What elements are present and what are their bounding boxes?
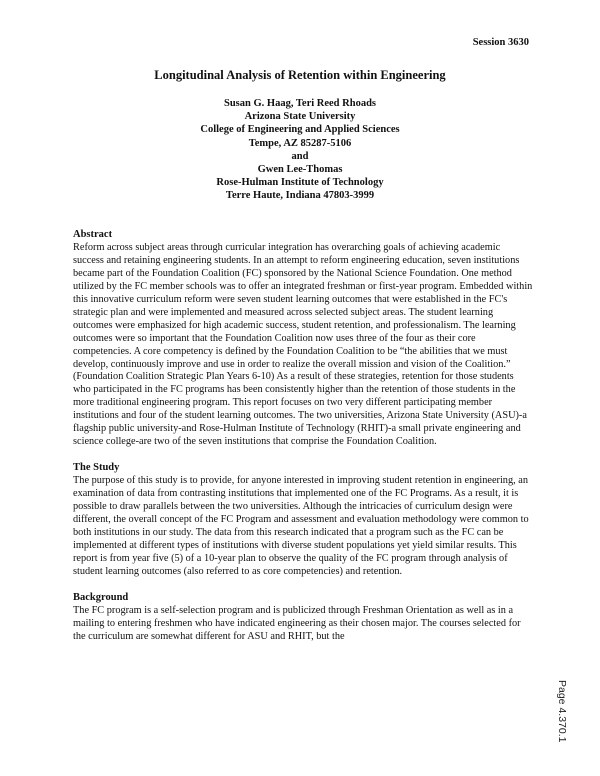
section-paragraph: Reform across subject areas through curricular integration has overarching goals of achieving academic success and retaining engineering students. In an attempt to reform engineering education, seven institutions became part of the Foundation Coalition (FC) sponsored by the National Science Foundation. One method utilized by the FC member schools was to offer an integrated freshman or first-year program. Embedded within this innovative curriculum reform were seven student learning outcomes that were established in the FC's strategic plan and were implemented and measured across selected subject areas. The student learning outcomes were emphasized for high academic success, student retention, and professionalism. The learning outcomes were so important that the Foundation Coalition now uses three of the four as their core competencies. A core competency is defined by the Foundation Coalition to be “the abilities that we must develop, continuously improve and use in order to realize the overall mission and vision of the Coalition.” (Foundation Coalition Strategic Plan Years 6-10) As a result of these strategies, retention for those students who participated in the FC programs has been consistently higher than the retention of those students in the more traditional engineering program. This report focuses on two very different participating member institutions and four of the student learning outcomes. The two universities, Arizona State University (ASU)-a flagship public university-and Rose-Hulman Institute of Technology (RHIT)-a small private engineering and science college-are two of the seven institutions that comprise the Foundation Coalition. — [73, 241, 533, 448]
section-abstract — [73, 229, 533, 449]
paper-title: Longitudinal Analysis of Retention within Engineering — [154, 68, 446, 82]
section-heading: Background — [73, 591, 129, 603]
author-line: Rose-Hulman Institute of Technology — [216, 177, 384, 189]
session-label: Session 3630 — [472, 37, 529, 48]
author-line: Tempe, AZ 85287-5106 — [248, 137, 352, 149]
section-heading: Abstract — [73, 229, 113, 240]
section-background — [73, 592, 533, 644]
author-line: Susan G. Haag, Teri Reed Rhoads — [224, 98, 376, 109]
author-line: Terre Haute, Indiana 47803-3999 — [225, 190, 375, 202]
author-line: College of Engineering and Applied Sciences — [200, 124, 400, 136]
paper-body — [73, 229, 533, 657]
author-line: Arizona State University — [244, 111, 356, 123]
author-block — [0, 97, 600, 203]
page-number: Page 4.370.1 — [556, 680, 568, 743]
section-paragraph: The purpose of this study is to provide, for anyone interested in improving student retention in engineering, an examination of data from contrasting institutions that implemented one of the FC Programs. As a result, it is possible to draw parallels between the two universities. Although the intricacies of curriculum design were different, the overall concept of the FC Program and assessment and evaluation methodology were common to both institutions in our study. The data from this research indicated that a program such as the FC can be implemented at different types of institutions with diverse student populations yet yield similar results. This report is from year five (5) of a 10-year plan to observe the quality of the FC program through analysis of student learning outcomes (also referred to as core competencies) and retention. — [73, 475, 529, 577]
section-paragraph: The FC program is a self-selection program and is publicized through Freshman Orientation as well as in a mailing to entering freshmen who have indicated engineering as their chosen major. The courses selected for the curriculum are somewhat different for ASU and RHIT, but the — [73, 604, 521, 642]
section-the-study — [73, 462, 533, 579]
author-line: Gwen Lee-Thomas — [257, 164, 343, 176]
author-line: and — [291, 150, 309, 162]
section-heading: The Study — [73, 462, 120, 474]
